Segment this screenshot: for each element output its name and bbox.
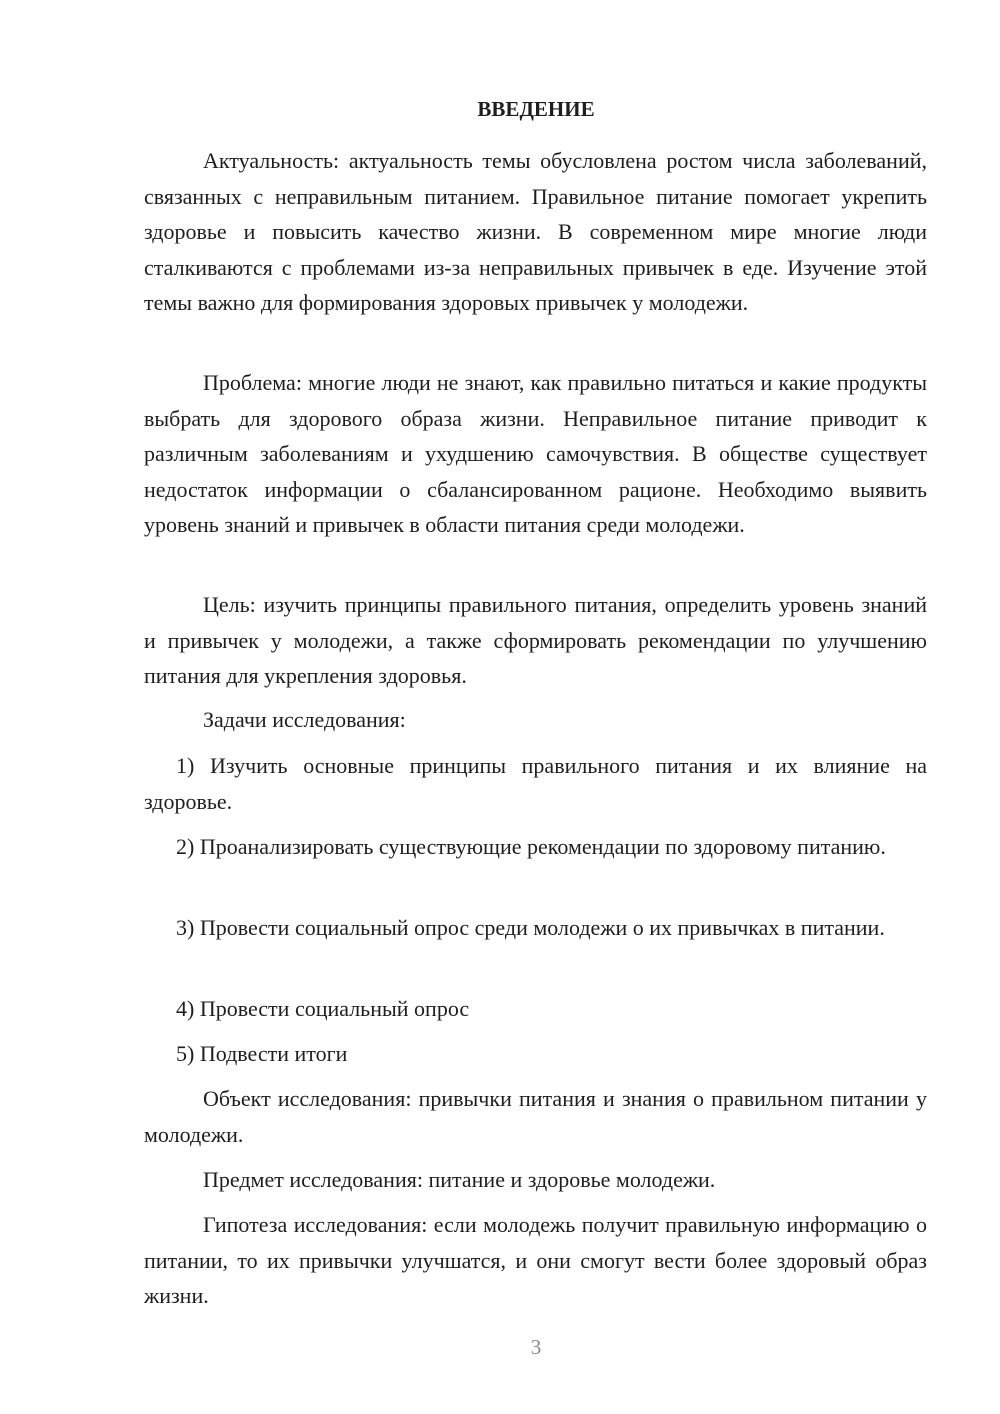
task-item-1: 1) Изучить основные принципы правильного питания и их влияние на здоровье. (144, 753, 927, 814)
paragraph-goal: Цель: изучить принципы правильного питания, определить уровень знаний и привычек у молодежи, а также сформировать рекомендации по улучшению питания для укрепления здоровья. (144, 592, 927, 688)
task-item-3: 3) Провести социальный опрос среди молодежи о их привычках в питании. (176, 915, 885, 940)
paragraph-problem: Проблема: многие люди не знают, как правильно питаться и какие продукты выбрать для здорового образа жизни. Неправильное питание приводит к различным заболеваниям и ухудшению самочувствия. В обществе существует недостаток информации о сбалансированном рационе. Необходимо выявить уровень знаний и привычек в области питания среди молодежи. (144, 370, 927, 537)
page-title: ВВЕДЕНИЕ (477, 97, 595, 121)
page-number: 3 (530, 1335, 542, 1359)
task-item-5: 5) Подвести итоги (176, 1041, 348, 1066)
task-item-4: 4) Провести социальный опрос (176, 996, 470, 1021)
paragraph-subject: Предмет исследования: питание и здоровье молодежи. (203, 1167, 716, 1192)
paragraph-tasks-heading: Задачи исследования: (203, 707, 406, 732)
paragraph-hypothesis: Гипотеза исследования: если молодежь получит правильную информацию о питании, то их привычки улучшатся, и они смогут вести более здоровый образ жизни. (144, 1212, 927, 1308)
paragraph-object: Объект исследования: привычки питания и знания о правильном питании у молодежи. (144, 1086, 927, 1147)
task-item-2: 2) Проанализировать существующие рекомендации по здоровому питанию. (176, 834, 886, 859)
paragraph-relevance: Актуальность: актуальность темы обусловлена ростом числа заболеваний, связанных с неправильным питанием. Правильное питание помогает укрепить здоровье и повысить качество жизни. В современном мире многие люди сталкиваются с проблемами из-за неправильных привычек в еде. Изучение этой темы важно для формирования здоровых привычек у молодежи. (144, 148, 927, 315)
